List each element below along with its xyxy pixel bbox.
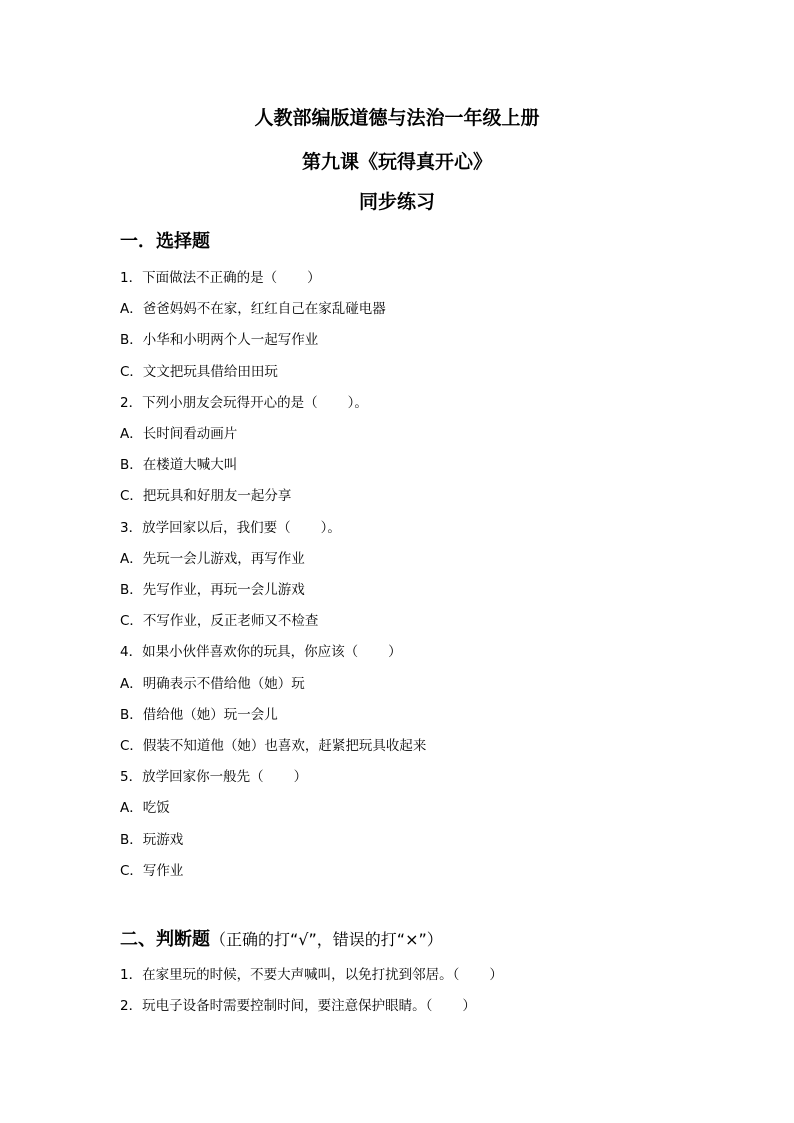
question-stem xyxy=(120,519,341,537)
answer-option[interactable]: A．先玩一会儿游戏，再写作业 xyxy=(120,550,305,567)
answer-option[interactable]: C．不写作业，反正老师又不检查 xyxy=(120,613,319,630)
question-stem-close: ） xyxy=(307,270,321,286)
question-stem-close: ）。 xyxy=(320,519,341,536)
judge-item-text: 2．玩电子设备时需要控制时间，要注意保护眼睛。（ xyxy=(120,998,433,1014)
judge-item xyxy=(120,966,503,984)
question-stem-close: ） xyxy=(388,644,402,661)
question-stem-text: 1．下面做法不正确的是（ xyxy=(120,270,278,286)
answer-option[interactable]: A．爸爸妈妈不在家，红红自己在家乱碰电器 xyxy=(120,301,386,318)
question-stem-close: ） xyxy=(293,769,308,786)
judge-item-text: 1．在家里玩的时候，不要大声喊叫，以免打扰到邻居。（ xyxy=(120,967,460,983)
question-stem-text: 4．如果小伙伴喜欢你的玩具，你应该（ xyxy=(120,644,359,661)
question-stem-text: 3．放学回家以后，我们要（ xyxy=(120,519,291,536)
document-title: 人教部编版道德与法治一年级上册 xyxy=(254,107,540,129)
question-stem-text: 5．放学回家你一般先（ xyxy=(120,769,264,786)
judge-item xyxy=(120,997,476,1015)
answer-option[interactable]: A．吃饭 xyxy=(120,800,170,817)
answer-option[interactable]: C．假装不知道他（她）也喜欢，赶紧把玩具收起来 xyxy=(120,738,427,754)
lesson-title: 第九课《玩得真开心》 xyxy=(301,151,492,173)
answer-option[interactable]: B．在楼道大喊大叫 xyxy=(120,457,238,474)
answer-option[interactable]: C．写作业 xyxy=(120,862,184,879)
judge-item-close: ） xyxy=(462,998,476,1014)
question-stem xyxy=(120,643,402,661)
question-stem-close: ）。 xyxy=(347,394,368,411)
section-judge-note: （正确的打“√”，错误的打“×”） xyxy=(210,930,443,949)
answer-option[interactable]: B．小华和小明两个人一起写作业 xyxy=(120,332,319,349)
section-judge-title: 二、判断题 xyxy=(120,929,210,950)
answer-option[interactable]: C．把玩具和好朋友一起分享 xyxy=(120,488,292,505)
answer-option[interactable]: C．文文把玩具借给田田玩 xyxy=(120,363,278,380)
answer-option[interactable]: B．借给他（她）玩一会儿 xyxy=(120,706,278,723)
answer-option[interactable]: A．长时间看动画片 xyxy=(120,426,238,442)
answer-option[interactable]: B．先写作业，再玩一会儿游戏 xyxy=(120,582,305,598)
question-stem-text: 2．下列小朋友会玩得开心的是（ xyxy=(120,394,318,411)
section-choice-heading: 一．选择题 xyxy=(120,231,210,252)
question-stem xyxy=(120,768,307,786)
judge-item-close: ） xyxy=(489,967,503,983)
answer-option[interactable]: A．明确表示不借给他（她）玩 xyxy=(120,675,305,692)
exercise-title: 同步练习 xyxy=(358,191,435,213)
question-stem xyxy=(120,394,368,412)
question-stem xyxy=(120,269,321,287)
answer-option[interactable]: B．玩游戏 xyxy=(120,831,184,848)
section-judge-heading xyxy=(120,928,443,952)
